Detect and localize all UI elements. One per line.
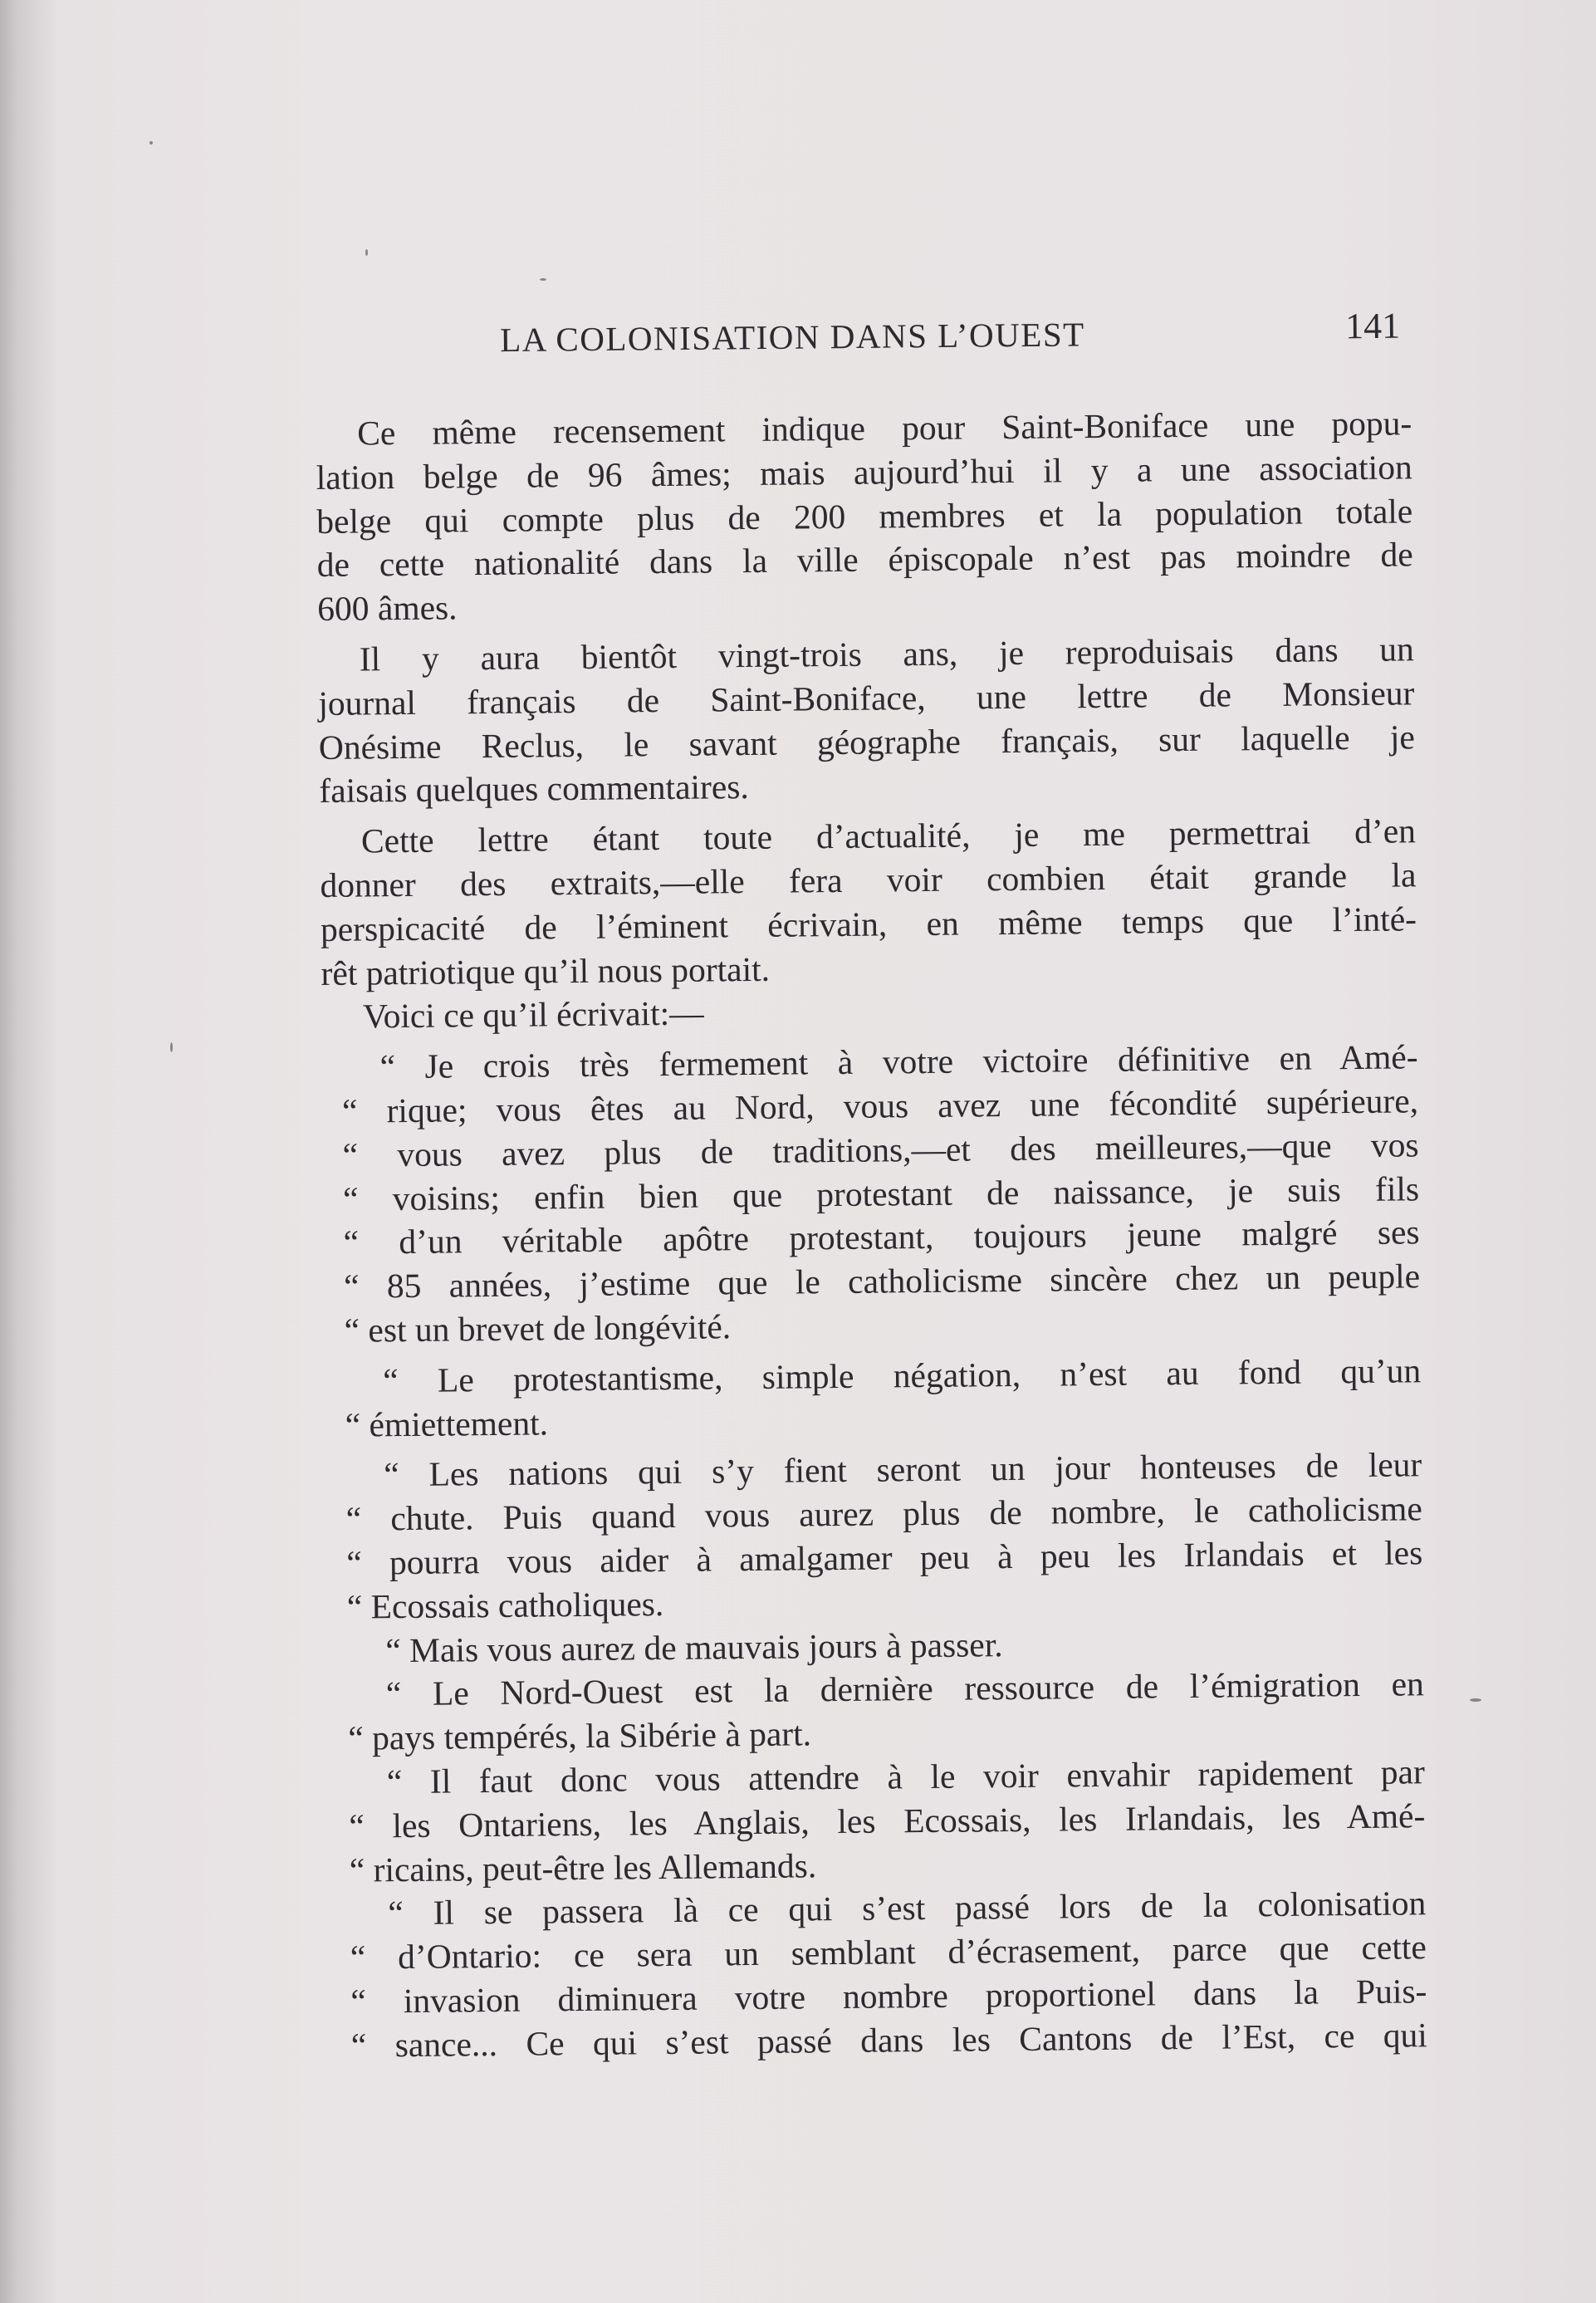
page-binding-edge (0, 0, 56, 2303)
text-line: “ sance... Ce qui s’est passé dans les Cantons de l’Est, ce qui (350, 2015, 1428, 2065)
paper-speck (170, 1042, 173, 1052)
text-line: faisais quelques commentaires. (319, 767, 750, 811)
text-line: “ Le protestantisme, simple négation, n’est au fond qu’un (382, 1351, 1422, 1400)
text-line: “ Il se passera là ce qui s’est passé lors de la colonisation (388, 1884, 1427, 1933)
text-line: “ Mais vous aurez de mauvais jours à passer. (385, 1624, 1003, 1669)
page-number: 141 (1344, 305, 1401, 347)
text-line: “ pourra vous aider à amalgamer peu à peu les Irlandais et les (346, 1533, 1423, 1582)
text-line: “ d’un véritable apôtre protestant, toujours jeune malgré ses (343, 1213, 1420, 1262)
paper-speck (365, 249, 368, 256)
text-line: “ Les nations qui s’y fient seront un jour honteuses de leur (384, 1445, 1422, 1494)
text-line: donner des extraits,—elle fera voir combien était grande la (320, 855, 1417, 904)
paper-speck (149, 141, 153, 145)
text-line: “ Je crois très fermement à votre victoire définitive en Amé- (379, 1037, 1418, 1086)
text-line: lation belge de 96 âmes; mais aujourd’hui il y a une association (316, 448, 1412, 497)
text-line: “ émiettement. (345, 1403, 549, 1444)
text-line: “ invasion diminuera votre nombre proportionel dans la Puis- (350, 1972, 1427, 2021)
text-line: “ chute. Puis quand vous aurez plus de nombre, le catholicisme (345, 1489, 1422, 1538)
text-line: Voici ce qu’il écrivait:— (362, 993, 704, 1036)
text-line: de cette nationalité dans la ville épiscopale n’est pas moindre de (316, 535, 1413, 585)
text-line: belge qui compte plus de 200 membres et la population totale (316, 491, 1413, 541)
text-line: perspicacité de l’éminent écrivain, en même temps que l’inté- (320, 899, 1417, 948)
text-line: journal français de Saint-Boniface, une lettre de Monsieur (318, 674, 1415, 723)
paper-speck (540, 278, 546, 281)
text-line: “ 85 années, j’estime que le catholicisme sincère chez un peuple (343, 1257, 1421, 1306)
text-line: “ les Ontariens, les Anglais, les Ecossais, les Irlandais, les Amé- (349, 1796, 1426, 1845)
text-line: “ d’Ontario: ce sera un semblant d’écrasement, parce que cette (350, 1928, 1427, 1977)
text-line: “ pays tempérés, la Sibérie à part. (348, 1714, 812, 1757)
text-line: “ rique; vous êtes au Nord, vous avez une fécondité supérieure, (341, 1081, 1419, 1130)
running-title: LA COLONISATION DANS L’OUEST (499, 315, 1085, 360)
text-line: “ Le Nord-Ouest est la dernière ressource de l’émigration en (385, 1664, 1424, 1713)
body-text (316, 401, 1427, 2067)
text-line: 600 âmes. (317, 588, 458, 629)
text-line: Il y aura bientôt vingt-trois ans, je reproduisais dans un (359, 630, 1415, 679)
text-line: “ Ecossais catholiques. (346, 1584, 664, 1626)
text-line: “ est un brevet de longévité. (344, 1307, 732, 1350)
text-line: Ce même recensement indique pour Saint-Boniface une popu- (357, 404, 1412, 453)
text-line: Onésime Reclus, le savant géographe français, sur laquelle je (318, 717, 1416, 767)
text-line: “ ricains, peut-être les Allemands. (349, 1845, 817, 1889)
text-line: “ Il faut donc vous attendre à le voir envahir rapidement par (386, 1752, 1425, 1801)
running-header (249, 305, 1412, 372)
text-line: “ voisins; enfin bien que protestant de naissance, je suis fils (342, 1169, 1420, 1218)
text-line: “ vous avez plus de traditions,—et des meilleures,—que vos (342, 1125, 1419, 1174)
paper-speck (1470, 1698, 1481, 1702)
text-line: rêt patriotique qu’il nous portait. (321, 949, 771, 992)
text-line: Cette lettre étant toute d’actualité, je me permettrai d’en (360, 811, 1417, 860)
